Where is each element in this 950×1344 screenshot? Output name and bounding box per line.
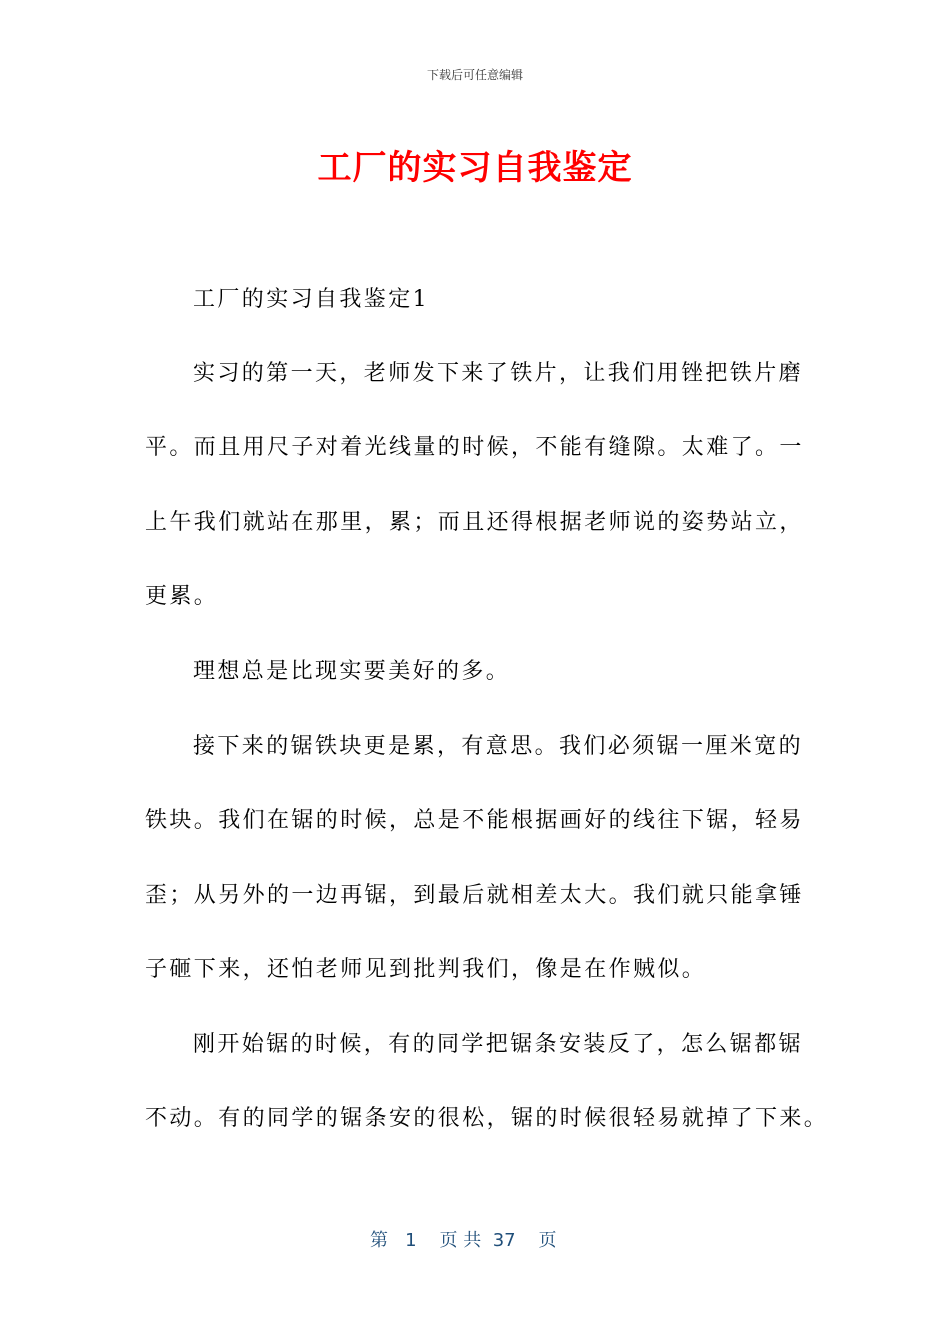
paragraph-line: 子砸下来，还怕老师见到批判我们，像是在作贼似。	[145, 957, 707, 982]
paragraph-line: 上午我们就站在那里，累；而且还得根据老师说的姿势站立，	[145, 510, 804, 535]
page-header: 下载后可任意编辑	[426, 68, 523, 82]
footer-middle: 页 共	[439, 1230, 482, 1251]
paragraph-line: 接下来的锯铁块更是累，有意思。我们必须锯一厘米宽的	[193, 734, 804, 759]
footer-prefix: 第	[370, 1230, 388, 1251]
paragraph-line: 不动。有的同学的锯条安的很松，锯的时候很轻易就掉了下来。	[145, 1106, 829, 1131]
paragraph-line: 实习的第一天，老师发下来了铁片，让我们用锉把铁片磨	[193, 361, 804, 386]
paragraph-line: 歪；从另外的一边再锯，到最后就相差太大。我们就只能拿锤	[145, 883, 804, 908]
total-pages-number: 37	[492, 1230, 516, 1251]
paragraph-line: 铁块。我们在锯的时候，总是不能根据画好的线往下锯，轻易	[145, 808, 804, 833]
paragraph-line: 平。而且用尺子对着光线量的时候，不能有缝隙。太难了。一	[145, 435, 804, 460]
page-footer	[370, 1226, 557, 1252]
section-heading: 工厂的实习自我鉴定1	[193, 287, 429, 312]
paragraph-line: 理想总是比现实要美好的多。	[193, 659, 511, 684]
footer-suffix: 页	[538, 1230, 557, 1251]
paragraph-line: 更累。	[145, 584, 219, 609]
paragraph-line: 刚开始锯的时候，有的同学把锯条安装反了，怎么锯都锯	[193, 1032, 804, 1057]
document-title: 工厂的实习自我鉴定	[317, 148, 633, 188]
current-page-number: 1	[405, 1230, 417, 1251]
